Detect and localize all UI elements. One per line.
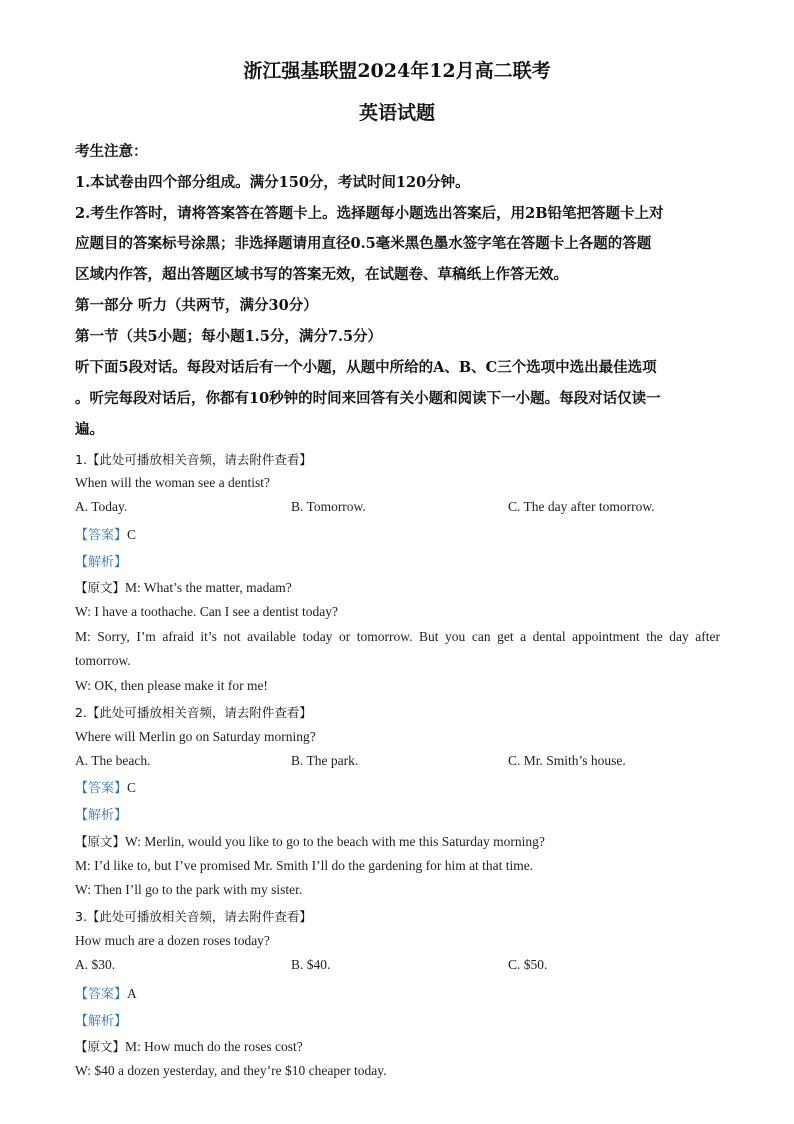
transcript-text: W: Merlin, would you like to go to the beach with me this Saturday morning?: [125, 834, 545, 849]
option-c-q2: C. Mr. Smith’s house.: [508, 753, 626, 768]
option-a-q2: A. The beach.: [75, 753, 151, 768]
option-c-q1: C. The day after tomorrow.: [508, 499, 655, 514]
analysis-label-q2: 【解析】: [75, 808, 128, 823]
option-b-q2: B. The park.: [291, 753, 359, 768]
part-heading: 第一部分 听力（共两节，满分30分）: [75, 297, 318, 314]
notice-item-1: 1.本试卷由四个部分组成。满分150分，考试时间120分钟。: [75, 174, 470, 191]
notice-item-2-line-3: 区域内作答，超出答题区域书写的答案无效，在试题卷、草稿纸上作答无效。: [75, 266, 568, 283]
audio-link-q1[interactable]: 1.【此处可播放相关音频，请去附件查看】: [75, 452, 312, 467]
transcript-line: W: I have a toothache. Can I see a dentist today?: [75, 604, 339, 619]
analysis-label-q1: 【解析】: [75, 555, 128, 570]
transcript-first-q1: [75, 578, 292, 597]
question-stem-q1: When will the woman see a dentist?: [75, 475, 270, 490]
transcript-first-q2: [75, 832, 545, 851]
transcript-line: tomorrow.: [75, 653, 131, 668]
transcript-label: 【原文】: [75, 580, 126, 595]
question-stem-q2: Where will Merlin go on Saturday morning?: [75, 729, 316, 744]
transcript-label: 【原文】: [75, 1039, 126, 1054]
option-c-q3: C. $50.: [508, 957, 548, 972]
section-heading: 第一节（共5小题；每小题1.5分，满分7.5分）: [75, 328, 383, 345]
option-a-q1: A. Today.: [75, 499, 128, 514]
transcript-first-q3: [75, 1037, 303, 1056]
answer-label: 【答案】: [75, 987, 128, 1002]
transcript-text: M: How much do the roses cost?: [125, 1039, 303, 1054]
answer-label: 【答案】: [75, 781, 128, 796]
answer-value: C: [127, 780, 137, 795]
instructions-line-2: 。听完每段对话后，你都有10秒钟的时间来回答有关小题和阅读下一小题。每段对话仅读一: [75, 390, 661, 407]
transcript-line: W: OK, then please make it for me!: [75, 678, 268, 693]
notice-item-2-line-1: 2.考生作答时，请将答案答在答题卡上。选择题每小题选出答案后，用2B铅笔把答题卡上对: [75, 205, 664, 222]
notice-heading: 考生注意：: [75, 143, 148, 160]
exam-title: 浙江强基联盟2024年12月高二联考: [243, 60, 551, 82]
exam-subtitle: 英语试题: [358, 102, 435, 124]
audio-link-q3[interactable]: 3.【此处可播放相关音频，请去附件查看】: [75, 909, 312, 924]
option-b-q1: B. Tomorrow.: [291, 499, 366, 514]
transcript-line: W: Then I’ll go to the park with my sister.: [75, 882, 303, 897]
analysis-label-q3: 【解析】: [75, 1014, 128, 1029]
answer-row-q1: [75, 524, 136, 544]
transcript-line: M: Sorry, I’m afraid it’s not available today or tomorrow. But you can get a dental appointment the day after: [75, 629, 720, 644]
transcript-line: M: I’d like to, but I’ve promised Mr. Smith I’ll do the gardening for him at that time.: [75, 858, 534, 873]
answer-value: A: [127, 986, 137, 1001]
option-b-q3: B. $40.: [291, 957, 331, 972]
answer-row-q2: [75, 777, 136, 797]
question-stem-q3: How much are a dozen roses today?: [75, 933, 270, 948]
transcript-line: W: $40 a dozen yesterday, and they’re $10 cheaper today.: [75, 1063, 387, 1078]
transcript-label: 【原文】: [75, 834, 126, 849]
transcript-text: M: What’s the matter, madam?: [125, 580, 292, 595]
answer-label: 【答案】: [75, 528, 128, 543]
answer-value: C: [127, 527, 137, 542]
answer-row-q3: [75, 983, 137, 1003]
option-a-q3: A. $30.: [75, 957, 116, 972]
notice-item-2-line-2: 应题目的答案标号涂黑；非选择题请用直径0.5毫米黑色墨水签字笔在答题卡上各题的答题: [75, 235, 652, 252]
instructions-line-1: 听下面5段对话。每段对话后有一个小题，从题中所给的A、B、C三个选项中选出最佳选项: [75, 359, 657, 376]
instructions-line-3: 遍。: [75, 421, 104, 438]
audio-link-q2[interactable]: 2.【此处可播放相关音频，请去附件查看】: [75, 705, 312, 720]
